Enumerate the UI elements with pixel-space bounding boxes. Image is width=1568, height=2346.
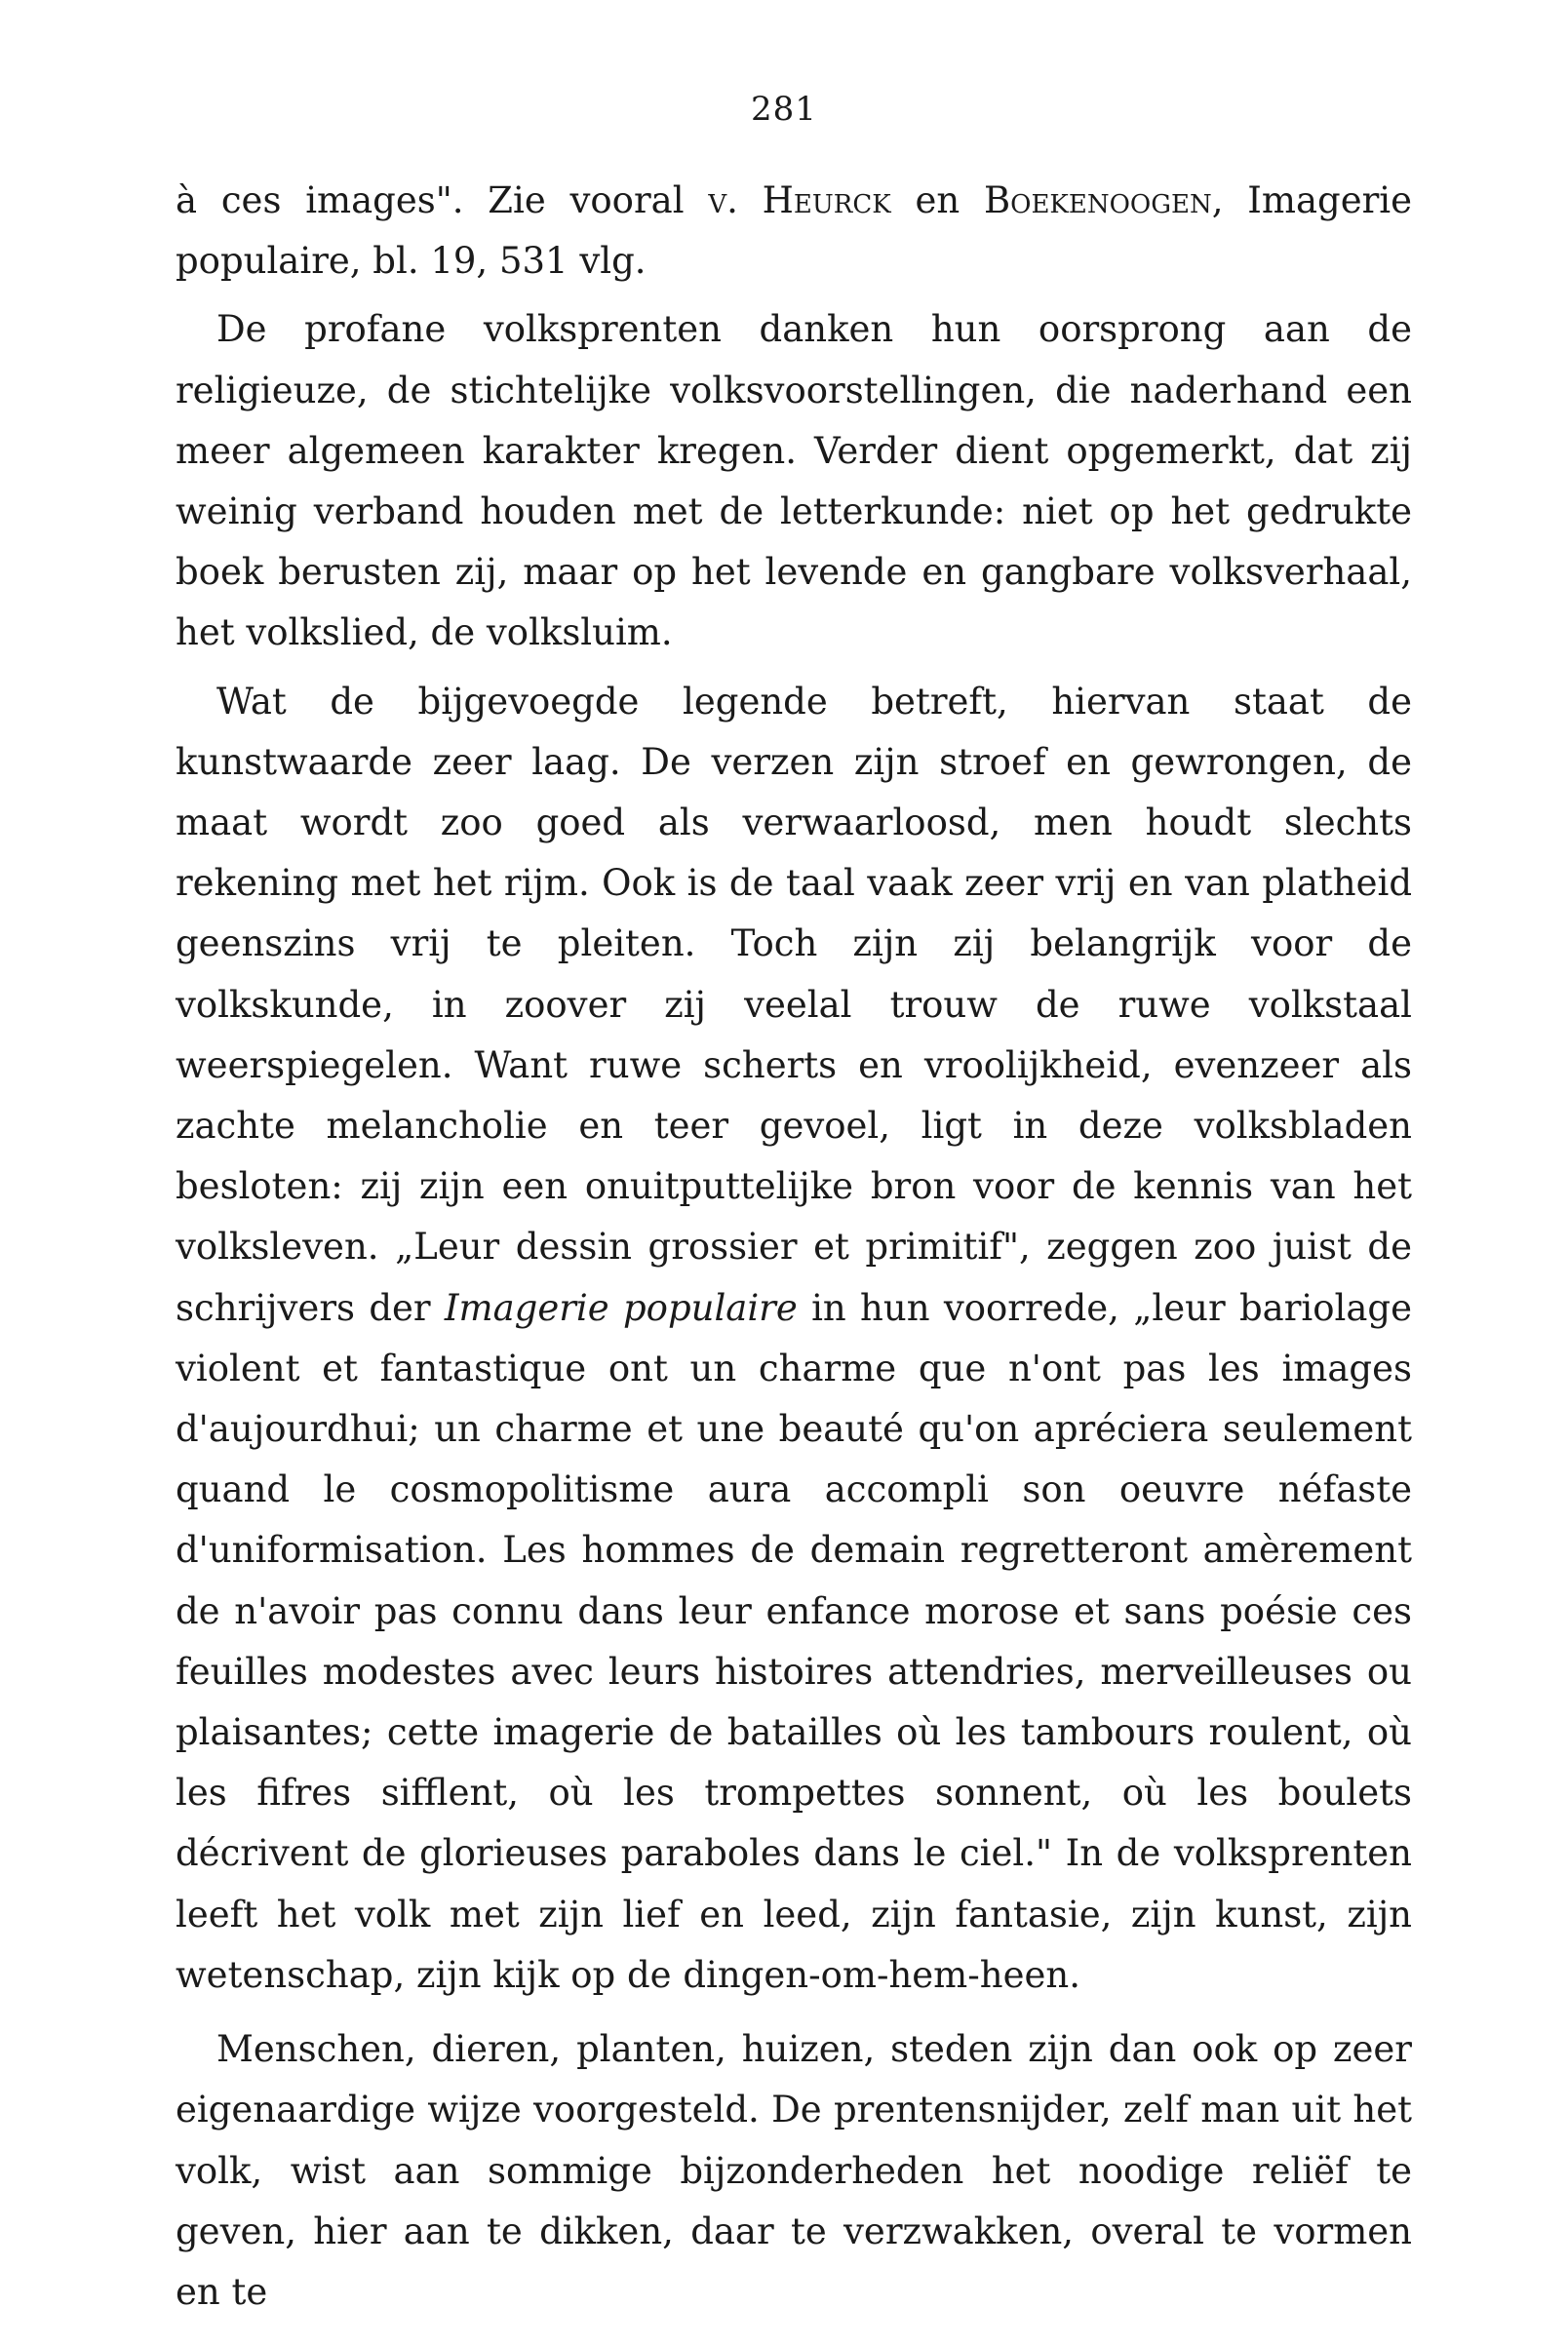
text-run: en bbox=[890, 179, 984, 221]
body-text bbox=[176, 171, 1412, 2323]
author-name: Boekenoogen bbox=[983, 179, 1212, 221]
text-run: in hun voorrede, „leur bariolage violent et fantastique ont un charme que n'ont pas les images d'aujourdhui; un charme et une beauté qu'on apréciera seulement quand le cosmopolitisme aura accompli son oeuvre néfaste d'uniformisation. Les hommes de demain regretteront amèrement de n'avoir pas connu dans leur enfance morose et sans poésie ces feuilles modestes avec leurs histoires attendries, merveilleuses ou plaisantes; cette imagerie de batailles où les tambours roulent, où les fifres sifflent, où les trompettes sonnent, où les boulets décrivent de glorieuses paraboles dans le ciel." In de volksprenten leeft het volk met zijn lief en leed, zijn fantasie, zijn kunst, zijn wetenschap, zijn kijk op de dingen-om-hem-heen. bbox=[176, 1286, 1412, 1996]
text-run: à ces images". Zie vooral bbox=[176, 179, 709, 221]
paragraph-continuation bbox=[176, 171, 1412, 292]
paragraph bbox=[176, 672, 1412, 2006]
text-run: , Imagerie populaire, bl. 19, 531 vlg. bbox=[176, 179, 1413, 283]
page-number: 281 bbox=[751, 90, 817, 129]
book-title: Imagerie populaire bbox=[444, 1286, 798, 1329]
author-name: v. Heurck bbox=[708, 179, 891, 221]
paragraph: Menschen, dieren, planten, huizen, steden zijn dan ook op zeer eigenaardige wijze voorgesteld. De prentensnijder, zelf man uit het volk, wist aan sommige bijzonderheden het noodige reliëf te geven, hier aan te dikken, daar te verzwakken, overal te vormen en te bbox=[176, 2028, 1412, 2313]
text-run: Wat de bijgevoegde legende betreft, hiervan staat de kunstwaarde zeer laag. De verzen zijn stroef en gewrongen, de maat wordt zoo goed als verwaarloosd, men houdt slechts rekening met het rijm. Ook is de taal vaak zeer vrij en van platheid geenszins vrij te pleiten. Toch zijn zij belangrijk voor de volkskunde, in zoover zij veelal trouw de ruwe volkstaal weerspiegelen. Want ruwe scherts en vroolijkheid, evenzeer als zachte melancholie en teer gevoel, ligt in deze volksbladen besloten: zij zijn een onuitputtelijke bron voor de kennis van het volksleven. „Leur dessin grossier et primitif", zeggen zoo juist de schrijvers der bbox=[176, 680, 1412, 1329]
paragraph: De profane volksprenten danken hun oorsprong aan de religieuze, de stichtelijke volksvoorstellingen, die naderhand een meer algemeen karakter kregen. Verder dient opgemerkt, dat zij weinig verband houden met de letterkunde: niet op het gedrukte boek berusten zij, maar op het levende en gangbare volksverhaal, het volkslied, de volksluim. bbox=[176, 308, 1412, 654]
